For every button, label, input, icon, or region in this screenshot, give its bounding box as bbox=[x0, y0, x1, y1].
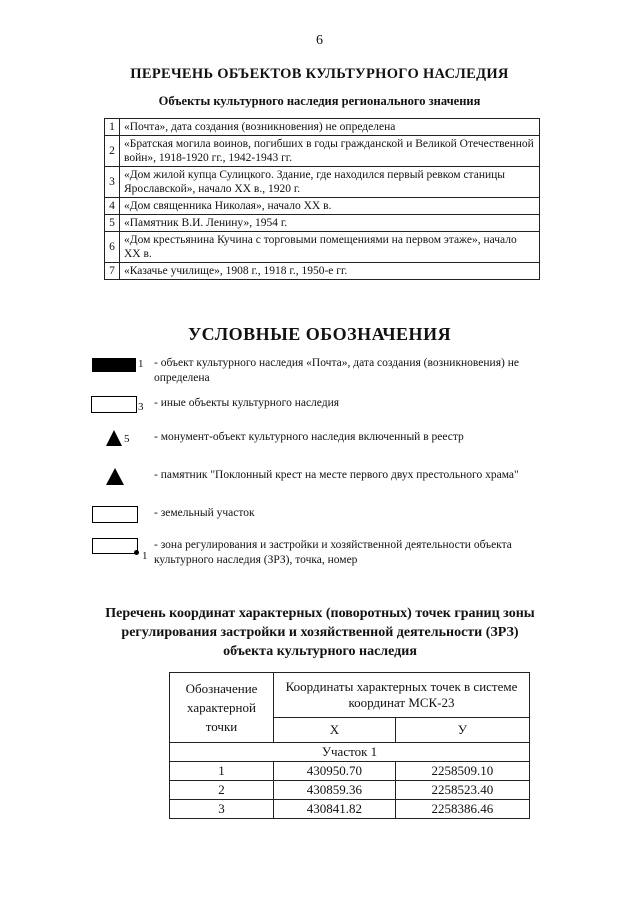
point-cell: 2 bbox=[170, 781, 274, 800]
rectangle-icon bbox=[92, 506, 138, 523]
point-cell: 1 bbox=[170, 762, 274, 781]
coords-header: Координаты характерных точек в системе координат МСК-23 bbox=[274, 673, 530, 718]
coordinates-title: Перечень координат характерных (поворотных) точек границ зоны регулирования застройки и хозяйственной деятельности (ЗРЗ) объекта культурного наследия bbox=[105, 606, 535, 659]
row-number: 1 bbox=[105, 119, 120, 136]
y-header: У bbox=[395, 718, 529, 743]
table-row bbox=[105, 167, 540, 198]
table-row bbox=[105, 263, 540, 280]
legend-symbol-label: 1 bbox=[142, 550, 148, 562]
table-row bbox=[105, 215, 540, 232]
page-heading: ПЕРЕЧЕНЬ ОБЪЕКТОВ КУЛЬТУРНОГО НАСЛЕДИЯ bbox=[130, 66, 509, 82]
zone-rectangle-icon bbox=[92, 538, 138, 554]
table-row bbox=[170, 762, 530, 781]
point-icon bbox=[134, 550, 139, 555]
row-number: 3 bbox=[105, 167, 120, 198]
row-number: 7 bbox=[105, 263, 120, 280]
y-cell: 2258523.40 bbox=[395, 781, 529, 800]
object-description: «Памятник В.И. Ленину», 1954 г. bbox=[120, 215, 540, 232]
table-row bbox=[105, 119, 540, 136]
object-description: «Братская могила воинов, погибших в годы гражданской и Великой Отечественной войн», 1918-1920 гг., 1942-1943 гг. bbox=[120, 136, 540, 167]
heritage-objects-table bbox=[104, 118, 540, 280]
legend-title: УСЛОВНЫЕ ОБОЗНАЧЕНИЯ bbox=[187, 324, 452, 344]
legend-text: - зона регулирования и застройки и хозяйственной деятельности объекта культурного наследия (ЗРЗ), точка, номер bbox=[154, 539, 512, 566]
legend-item-post-office bbox=[88, 356, 548, 400]
x-header: Х bbox=[274, 718, 396, 743]
x-cell: 430841.82 bbox=[274, 800, 396, 819]
legend-text: - монумент-объект культурного наследия включенный в реестр bbox=[154, 431, 464, 443]
table-row bbox=[105, 232, 540, 263]
table-row bbox=[170, 781, 530, 800]
triangle-icon bbox=[106, 430, 122, 446]
legend-text: - памятник "Поклонный крест на месте первого двух престольного храма" bbox=[154, 469, 519, 481]
x-cell: 430859.36 bbox=[274, 781, 396, 800]
row-number: 4 bbox=[105, 198, 120, 215]
legend-symbol-label: 3 bbox=[138, 401, 144, 413]
triangle-icon bbox=[106, 468, 124, 485]
legend-text: - земельный участок bbox=[154, 507, 255, 519]
x-cell: 430950.70 bbox=[274, 762, 396, 781]
legend-symbol-label: 5 bbox=[124, 433, 130, 445]
row-number: 5 bbox=[105, 215, 120, 232]
object-description: «Дом крестьянина Кучина с торговыми помещениями на первом этаже», начало XX в. bbox=[120, 232, 540, 263]
rectangle-icon bbox=[91, 396, 137, 413]
row-number: 2 bbox=[105, 136, 120, 167]
object-description: «Почта», дата создания (возникновения) не определена bbox=[120, 119, 540, 136]
page-number: 6 bbox=[316, 33, 323, 48]
point-cell: 3 bbox=[170, 800, 274, 819]
legend-symbol-label: 1 bbox=[138, 358, 144, 370]
table-row bbox=[105, 198, 540, 215]
point-header: Обозначение характерной точки bbox=[170, 673, 274, 743]
object-description: «Дом священника Николая», начало XX в. bbox=[120, 198, 540, 215]
table-row bbox=[105, 136, 540, 167]
legend-text: - иные объекты культурного наследия bbox=[154, 397, 340, 409]
table-row bbox=[170, 800, 530, 819]
y-cell: 2258509.10 bbox=[395, 762, 529, 781]
legend-item-zrz-zone bbox=[88, 538, 548, 582]
filled-rectangle-icon bbox=[92, 358, 136, 372]
section-row: Участок 1 bbox=[170, 743, 530, 762]
y-cell: 2258386.46 bbox=[395, 800, 529, 819]
object-description: «Казачье училище», 1908 г., 1918 г., 1950-е гг. bbox=[120, 263, 540, 280]
object-description: «Дом жилой купца Сулицкого. Здание, где находился первый ревком станицы Ярославской», начало XX в., 1920 г. bbox=[120, 167, 540, 198]
legend-text: - объект культурного наследия «Почта», дата создания (возникновения) не определена bbox=[154, 357, 519, 384]
coordinates-table bbox=[169, 672, 530, 819]
row-number: 6 bbox=[105, 232, 120, 263]
page-subheading: Объекты культурного наследия регионального значения bbox=[158, 94, 481, 108]
